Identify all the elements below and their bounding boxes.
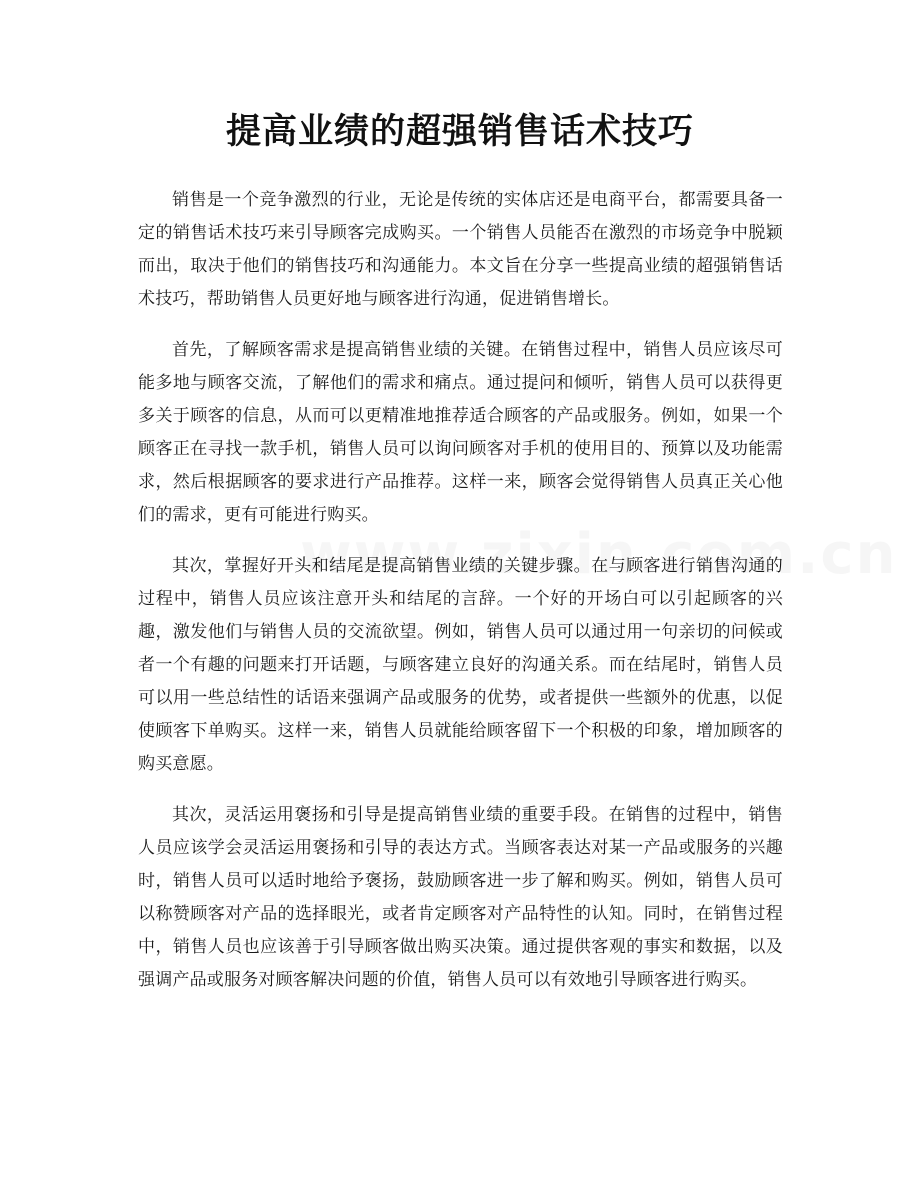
paragraph-praise-guidance: 其次，灵活运用褒扬和引导是提高销售业绩的重要手段。在销售的过程中，销售人员应该学会灵活运用褒扬和引导的表达方式。当顾客表达对某一产品或服务的兴趣时，销售人员可以适时地给予褒扬，鼓励顾客进一步了解和购买。例如，销售人员可以称赞顾客对产品的选择眼光，或者肯定顾客对产品特性的认知。同时，在销售过程中，销售人员也应该善于引导顾客做出购买决策。通过提供客观的事实和数据，以及强调产品或服务对顾客解决问题的价值，销售人员可以有效地引导顾客进行购买。 (138, 805, 783, 990)
paragraph-intro: 销售是一个竞争激烈的行业，无论是传统的实体店还是电商平台，都需要具备一定的销售话术技巧来引导顾客完成购买。一个销售人员能否在激烈的市场竞争中脱颖而出，取决于他们的销售技巧和沟通能力。本文旨在分享一些提高业绩的超强销售话术技巧，帮助销售人员更好地与顾客进行沟通，促进销售增长。 (138, 190, 783, 309)
document-body (138, 184, 783, 1015)
paragraph-opening-closing: 其次，掌握好开头和结尾是提高销售业绩的关键步骤。在与顾客进行销售沟通的过程中，销售人员应该注意开头和结尾的言辞。一个好的开场白可以引起顾客的兴趣，激发他们与销售人员的交流欲望。例如，销售人员可以通过用一句亲切的问候或者一个有趣的问题来打开话题，与顾客建立良好的沟通关系。而在结尾时，销售人员可以用一些总结性的话语来强调产品或服务的优势，或者提供一些额外的优惠，以促使顾客下单购买。这样一来，销售人员就能给顾客留下一个积极的印象，增加顾客的购买意愿。 (138, 556, 783, 774)
paragraph-customer-needs: 首先，了解顾客需求是提高销售业绩的关键。在销售过程中，销售人员应该尽可能多地与顾客交流，了解他们的需求和痛点。通过提问和倾听，销售人员可以获得更多关于顾客的信息，从而可以更精准地推荐适合顾客的产品或服务。例如，如果一个顾客正在寻找一款手机，销售人员可以询问顾客对手机的使用目的、预算以及功能需求，然后根据顾客的要求进行产品推荐。这样一来，顾客会觉得销售人员真正关心他们的需求，更有可能进行购买。 (138, 340, 783, 525)
document-title: 提高业绩的超强销售话术技巧 (225, 112, 694, 152)
